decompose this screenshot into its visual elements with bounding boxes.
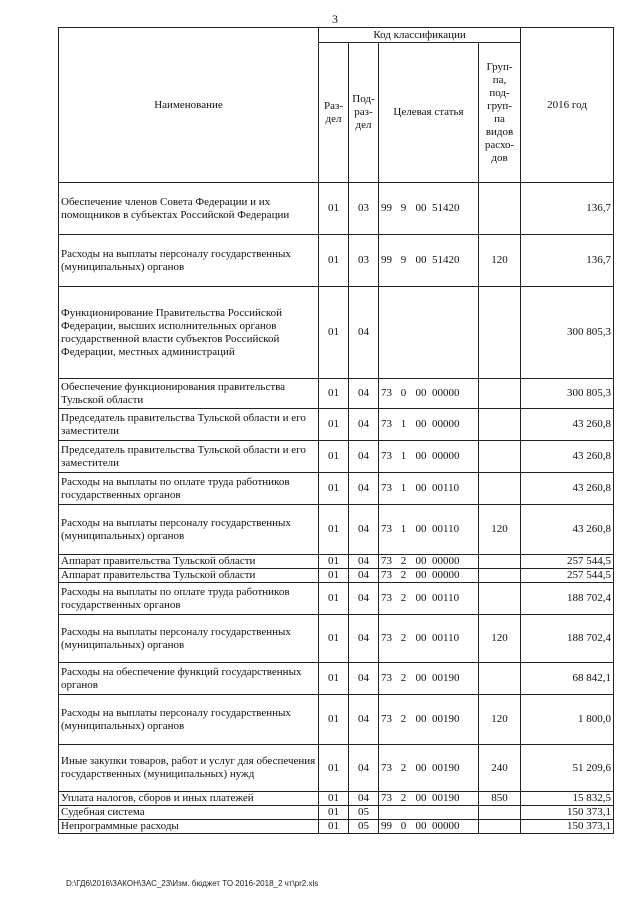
- table-row: [59, 409, 614, 441]
- target-direction: 00110: [432, 632, 460, 644]
- target-main-event: 00: [415, 418, 427, 430]
- target-program: 73: [381, 482, 392, 494]
- row-section: 01: [319, 409, 349, 441]
- row-amount: 300 805,3: [521, 287, 614, 379]
- row-expense-group: [479, 806, 521, 820]
- row-target-article: [379, 287, 479, 379]
- row-expense-group: [479, 287, 521, 379]
- target-main-event: 00: [415, 482, 427, 494]
- table-row: [59, 663, 614, 695]
- target-direction: 00190: [432, 672, 460, 684]
- table-row: [59, 695, 614, 745]
- target-main-event: 00: [415, 672, 427, 684]
- row-name: Обеспечение членов Совета Федерации и их помощников в субъектах Российской Федерации: [59, 183, 319, 235]
- target-direction: 00000: [432, 820, 460, 832]
- row-section: 01: [319, 555, 349, 569]
- target-program: 73: [381, 450, 392, 462]
- row-expense-group: [479, 441, 521, 473]
- target-direction: 00110: [432, 523, 460, 535]
- table-row: [59, 583, 614, 615]
- row-expense-group: [479, 379, 521, 409]
- target-program: 99: [381, 254, 392, 266]
- row-expense-group: [479, 473, 521, 505]
- row-expense-group: 850: [479, 792, 521, 806]
- row-amount: 51 209,6: [521, 745, 614, 792]
- target-subprogram: 0: [400, 820, 407, 832]
- row-section: 01: [319, 235, 349, 287]
- row-subsection: 04: [349, 473, 379, 505]
- row-target-article: [379, 806, 479, 820]
- row-section: 01: [319, 287, 349, 379]
- target-program: 73: [381, 418, 392, 430]
- row-section: 01: [319, 473, 349, 505]
- target-main-event: 00: [415, 555, 427, 567]
- row-section: 01: [319, 792, 349, 806]
- row-name: Расходы на выплаты персоналу государственных (муниципальных) органов: [59, 695, 319, 745]
- target-program: 73: [381, 569, 392, 581]
- row-section: 01: [319, 663, 349, 695]
- row-subsection: 04: [349, 663, 379, 695]
- row-amount: 43 260,8: [521, 441, 614, 473]
- table-row: [59, 820, 614, 834]
- row-name: Расходы на выплаты персоналу государственных (муниципальных) органов: [59, 615, 319, 663]
- target-main-event: 00: [415, 450, 427, 462]
- budget-table: [58, 27, 614, 834]
- target-program: 99: [381, 820, 392, 832]
- table-row: [59, 287, 614, 379]
- table-header: [59, 28, 614, 183]
- row-target-article: [379, 183, 479, 235]
- target-main-event: 00: [415, 523, 427, 535]
- table-row: [59, 806, 614, 820]
- row-name: Расходы на выплаты персоналу государственных (муниципальных) органов: [59, 505, 319, 555]
- row-target-article: [379, 663, 479, 695]
- row-amount: 257 544,5: [521, 569, 614, 583]
- row-target-article: [379, 235, 479, 287]
- row-target-article: [379, 695, 479, 745]
- target-direction: 00000: [432, 555, 460, 567]
- target-main-event: 00: [415, 632, 427, 644]
- row-name: Функционирование Правительства Российской Федерации, высших исполнительных органов государственной власти субъектов Российской Федерации, местных администраций: [59, 287, 319, 379]
- row-subsection: 04: [349, 583, 379, 615]
- row-name: Обеспечение функционирования правительства Тульской области: [59, 379, 319, 409]
- row-name: Уплата налогов, сборов и иных платежей: [59, 792, 319, 806]
- row-section: 01: [319, 183, 349, 235]
- row-amount: 136,7: [521, 183, 614, 235]
- row-expense-group: 120: [479, 235, 521, 287]
- row-section: 01: [319, 806, 349, 820]
- row-subsection: 03: [349, 183, 379, 235]
- row-expense-group: [479, 409, 521, 441]
- row-subsection: 04: [349, 409, 379, 441]
- table-body: [59, 183, 614, 834]
- target-program: 99: [381, 202, 392, 214]
- file-path-footer: D:\ГД6\2016\ЗАКОН\ЗАС_23\Изм. бюджет ТО 2016-2018_2 чт\pr2.xls: [66, 879, 319, 888]
- target-direction: 51420: [432, 202, 460, 214]
- target-subprogram: 1: [400, 450, 407, 462]
- row-expense-group: 120: [479, 615, 521, 663]
- target-subprogram: 1: [400, 523, 407, 535]
- header-subsection: Под- раз- дел: [349, 43, 379, 183]
- row-section: 01: [319, 583, 349, 615]
- target-main-event: 00: [415, 792, 427, 804]
- target-program: 73: [381, 555, 392, 567]
- row-amount: 15 832,5: [521, 792, 614, 806]
- target-subprogram: 2: [400, 761, 407, 774]
- table-row: [59, 441, 614, 473]
- table-row: [59, 379, 614, 409]
- row-target-article: [379, 409, 479, 441]
- row-subsection: 04: [349, 792, 379, 806]
- row-section: 01: [319, 505, 349, 555]
- row-target-article: [379, 441, 479, 473]
- target-subprogram: 2: [400, 569, 407, 581]
- table-row: [59, 555, 614, 569]
- target-main-event: 00: [415, 387, 427, 399]
- table-row: [59, 473, 614, 505]
- target-main-event: 00: [415, 713, 427, 725]
- page-number: 3: [332, 12, 338, 26]
- header-year: 2016 год: [521, 28, 614, 183]
- row-amount: 136,7: [521, 235, 614, 287]
- row-target-article: [379, 792, 479, 806]
- table-row: [59, 615, 614, 663]
- row-expense-group: [479, 183, 521, 235]
- header-name: Наименование: [59, 28, 319, 183]
- table-row: [59, 505, 614, 555]
- row-subsection: 04: [349, 555, 379, 569]
- row-section: 01: [319, 379, 349, 409]
- row-amount: 188 702,4: [521, 583, 614, 615]
- row-expense-group: 120: [479, 695, 521, 745]
- target-program: 73: [381, 387, 392, 399]
- row-target-article: [379, 379, 479, 409]
- row-target-article: [379, 615, 479, 663]
- target-program: 73: [381, 523, 392, 535]
- row-expense-group: 120: [479, 505, 521, 555]
- row-name: Председатель правительства Тульской области и его заместители: [59, 409, 319, 441]
- target-direction: 00000: [432, 569, 460, 581]
- target-direction: 00110: [432, 592, 460, 604]
- row-amount: 43 260,8: [521, 409, 614, 441]
- row-target-article: [379, 555, 479, 569]
- target-subprogram: 2: [400, 555, 407, 567]
- target-direction: 51420: [432, 254, 460, 266]
- header-target-article: Целевая статья: [379, 43, 479, 183]
- target-subprogram: 1: [400, 418, 407, 430]
- row-name: Иные закупки товаров, работ и услуг для обеспечения государственных (муниципальных) нужд: [59, 745, 319, 792]
- row-expense-group: [479, 569, 521, 583]
- row-subsection: 04: [349, 441, 379, 473]
- row-subsection: 03: [349, 235, 379, 287]
- target-program: 73: [381, 672, 392, 684]
- row-subsection: 04: [349, 287, 379, 379]
- row-section: 01: [319, 569, 349, 583]
- header-classification-code: Код классификации: [319, 28, 521, 43]
- row-name: Расходы на обеспечение функций государственных органов: [59, 663, 319, 695]
- target-subprogram: 2: [400, 792, 407, 804]
- row-subsection: 04: [349, 695, 379, 745]
- header-expense-group: Груп- па, под- груп- па видов расхо- дов: [479, 43, 521, 183]
- row-target-article: [379, 583, 479, 615]
- row-name: Непрограммные расходы: [59, 820, 319, 834]
- row-amount: 300 805,3: [521, 379, 614, 409]
- row-target-article: [379, 745, 479, 792]
- row-target-article: [379, 473, 479, 505]
- row-target-article: [379, 569, 479, 583]
- row-amount: 188 702,4: [521, 615, 614, 663]
- row-target-article: [379, 820, 479, 834]
- target-program: 73: [381, 632, 392, 644]
- row-amount: 43 260,8: [521, 473, 614, 505]
- row-subsection: 04: [349, 745, 379, 792]
- target-main-event: 00: [415, 820, 427, 832]
- table-row: [59, 235, 614, 287]
- row-subsection: 04: [349, 569, 379, 583]
- row-amount: 43 260,8: [521, 505, 614, 555]
- target-direction: 00190: [432, 792, 460, 804]
- row-amount: 68 842,1: [521, 663, 614, 695]
- row-subsection: 04: [349, 379, 379, 409]
- table-row: [59, 745, 614, 792]
- row-subsection: 05: [349, 806, 379, 820]
- row-section: 01: [319, 615, 349, 663]
- row-expense-group: [479, 583, 521, 615]
- row-name: Аппарат правительства Тульской области: [59, 569, 319, 583]
- target-program: 73: [381, 761, 392, 774]
- row-name: Расходы на выплаты по оплате труда работников государственных органов: [59, 473, 319, 505]
- target-subprogram: 1: [400, 482, 407, 494]
- target-subprogram: 0: [400, 387, 407, 399]
- row-expense-group: [479, 555, 521, 569]
- row-expense-group: [479, 820, 521, 834]
- target-direction: 00190: [432, 761, 460, 774]
- target-direction: 00000: [432, 418, 460, 430]
- row-amount: 257 544,5: [521, 555, 614, 569]
- target-main-event: 00: [415, 569, 427, 581]
- target-subprogram: 9: [400, 202, 407, 214]
- row-subsection: 04: [349, 505, 379, 555]
- row-target-article: [379, 505, 479, 555]
- target-subprogram: 2: [400, 672, 407, 684]
- row-name: Председатель правительства Тульской области и его заместители: [59, 441, 319, 473]
- table-row: [59, 569, 614, 583]
- target-subprogram: 9: [400, 254, 407, 266]
- table-row: [59, 183, 614, 235]
- row-subsection: 04: [349, 615, 379, 663]
- row-section: 01: [319, 441, 349, 473]
- target-program: 73: [381, 592, 392, 604]
- target-program: 73: [381, 713, 392, 725]
- row-name: Судебная система: [59, 806, 319, 820]
- target-subprogram: 2: [400, 592, 407, 604]
- header-section: Раз- дел: [319, 43, 349, 183]
- row-subsection: 05: [349, 820, 379, 834]
- row-expense-group: 240: [479, 745, 521, 792]
- row-section: 01: [319, 745, 349, 792]
- row-name: Аппарат правительства Тульской области: [59, 555, 319, 569]
- target-main-event: 00: [415, 592, 427, 604]
- target-main-event: 00: [415, 254, 427, 266]
- row-name: Расходы на выплаты по оплате труда работников государственных органов: [59, 583, 319, 615]
- row-section: 01: [319, 820, 349, 834]
- row-amount: 1 800,0: [521, 695, 614, 745]
- target-direction: 00000: [432, 450, 460, 462]
- row-section: 01: [319, 695, 349, 745]
- target-direction: 00110: [432, 482, 460, 494]
- target-subprogram: 2: [400, 632, 407, 644]
- target-direction: 00000: [432, 387, 460, 399]
- target-main-event: 00: [415, 761, 427, 774]
- row-amount: 150 373,1: [521, 806, 614, 820]
- row-expense-group: [479, 663, 521, 695]
- target-subprogram: 2: [400, 713, 407, 725]
- row-name: Расходы на выплаты персоналу государственных (муниципальных) органов: [59, 235, 319, 287]
- row-amount: 150 373,1: [521, 820, 614, 834]
- target-direction: 00190: [432, 713, 460, 725]
- table-row: [59, 792, 614, 806]
- target-program: 73: [381, 792, 392, 804]
- target-main-event: 00: [415, 202, 427, 214]
